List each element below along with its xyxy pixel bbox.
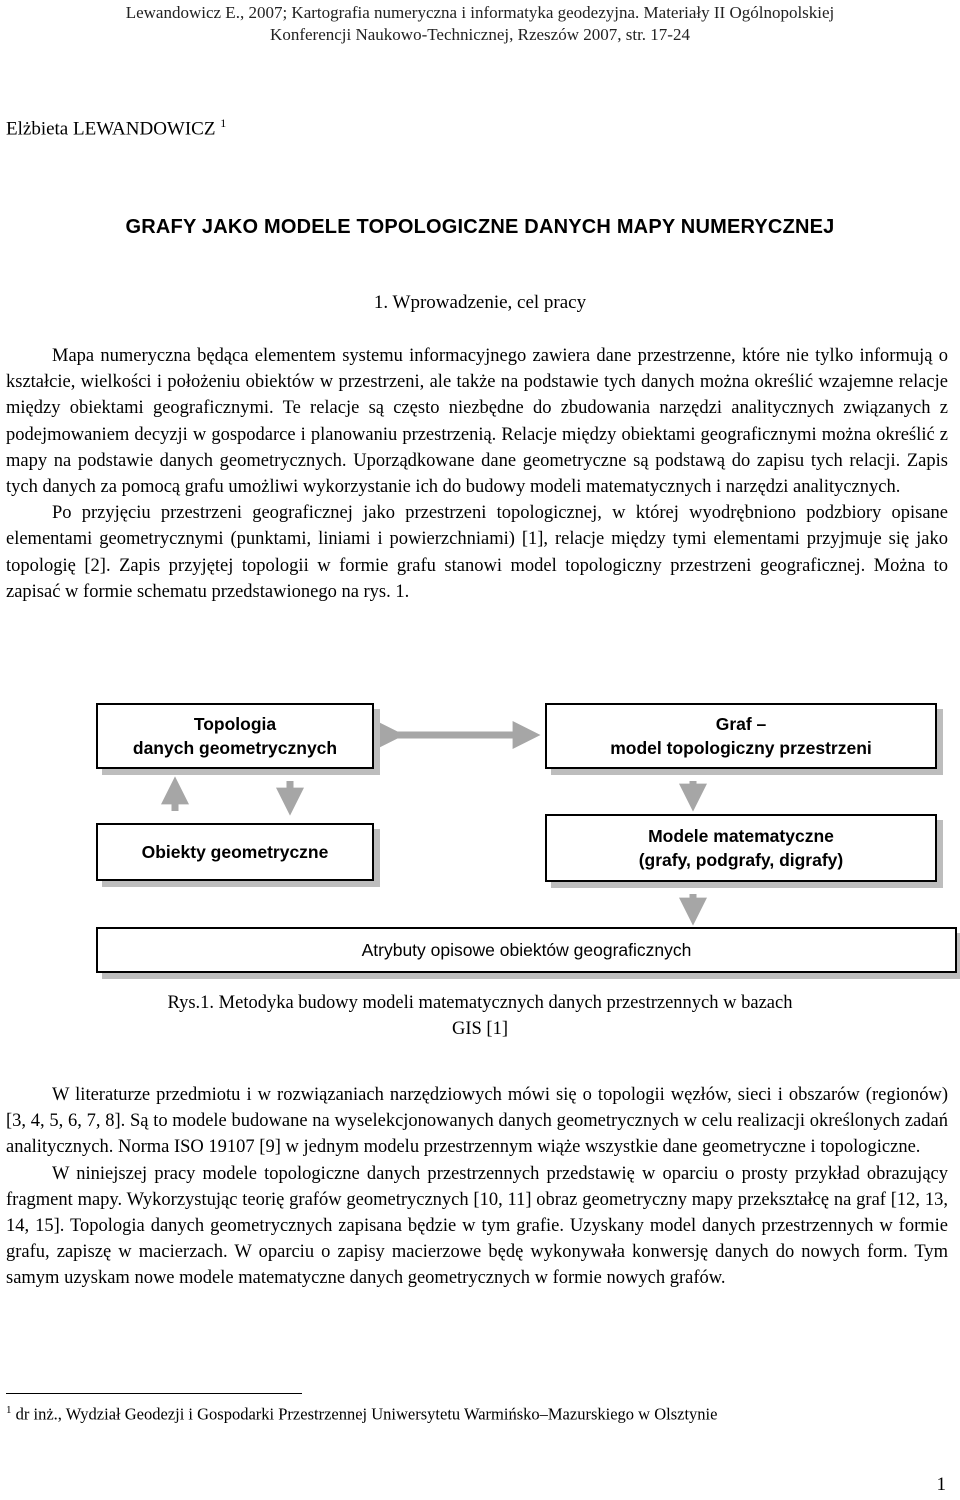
footnote-text: dr inż., Wydział Geodezji i Gospodarki Przestrzennej Uniwersytetu Warmińsko–Mazurskiego w Olsztynie <box>15 1404 718 1424</box>
footnote-mark: 1 <box>6 1404 12 1416</box>
author-name-text: Elżbieta LEWANDOWICZ <box>6 118 216 140</box>
footnote-divider <box>6 1393 302 1394</box>
paragraph: Po przyjęciu przestrzeni geograficznej jako przestrzeni topologicznej, w której wyodrębniono podzbiory opisane elementami geometrycznymi (punktami, liniami i powierzchniami) [1], relacje między tymi elementami przyjmuje się jako topologię [2]. Zapis przyjętej topologii w formie grafu stanowi model topologiczny przestrzeni geograficznej. Można to zapisać w formie schematu przedstawionego na rys. 1. <box>6 503 948 602</box>
box-attributes <box>96 927 957 973</box>
methodology-diagram <box>0 695 960 995</box>
section-heading: 1. Wprowadzenie, cel pracy <box>373 292 587 313</box>
box-graph-model <box>545 703 937 769</box>
running-header <box>0 2 960 46</box>
box-attributes-label: Atrybuty opisowe obiektów geograficznych <box>361 940 692 960</box>
caption-line-1: Rys.1. Metodyka budowy modeli matematycznych danych przestrzennych w bazach <box>167 993 793 1013</box>
footnote <box>6 1404 717 1425</box>
header-line-2: Konferencji Naukowo-Technicznej, Rzeszów 2007, str. 17-24 <box>270 25 690 44</box>
main-text-block <box>6 1082 948 1292</box>
author-footnote-mark: 1 <box>220 116 227 130</box>
paragraph: W niniejszej pracy modele topologiczne danych przestrzennych przedstawię w oparciu o prosty przykład obrazujący fragment mapy. Wykorzystując teorię grafów geometrycznych [10, 11] obraz geometryczny mapy przekształcę na graf [12, 13, 14, 15]. Topologia danych geometrycznych zapisana będzie w tym grafie. Uzyskany model danych przestrzennych w formie grafu, zapiszę w macierzach. W oparciu o zapisy macierzowe będę wykonywała konwersję danych do nowych form. Tym samym uzyskam nowe modele matematyczne danych geometrycznych w formie nowych grafów. <box>6 1163 948 1289</box>
paragraph: W literaturze przedmiotu i w rozwiązaniach narzędziowych mówi się o topologii węzłów, sieci i obszarów (regionów) [3, 4, 5, 6, 7, 8]. Są to modele budowane na wyselekcjonowanych danych geometrycznych w celu realizacji określonych zadań analitycznych. Norma ISO 19107 [9] w jednym modelu przestrzennym wiąże wszystkie dane geometryczne i topologiczne. <box>6 1085 948 1158</box>
box-models-line1: Modele matematyczne <box>648 826 834 846</box>
intro-text-block <box>6 343 948 605</box>
author-name <box>6 116 226 140</box>
box-topology-line1: Topologia <box>193 714 277 734</box>
paper-title: GRAFY JAKO MODELE TOPOLOGICZNE DANYCH MAPY NUMERYCZNEJ <box>125 216 835 238</box>
box-objects-label: Obiekty geometryczne <box>141 842 329 862</box>
paragraph: Mapa numeryczna będąca elementem systemu informacyjnego zawiera dane przestrzenne, które nie tylko informują o kształcie, wielkości i położeniu obiektów w przestrzeni, ale także na podstawie tych danych można określić wzajemne relacje między obiektami geograficznymi. Te relacje są często niezbędne do zbudowania narzędzi analitycznych związanych z podejmowaniem decyzji w gospodarce i planowaniu przestrzenią. Relacje między obiektami geograficznymi można określić z mapy na podstawie danych geometrycznych. Uporządkowane dane geometryczne są podstawą do zapisu tych relacji. Zapis tych danych za pomocą grafu umożliwi wykorzystanie ich do budowy modeli matematycznych i narzędzi analitycznych. <box>6 346 948 498</box>
header-line-1: Lewandowicz E., 2007; Kartografia numeryczna i informatyka geodezyjna. Materiały II Ogólnopolskiej <box>125 3 835 22</box>
caption-line-2: GIS [1] <box>451 1019 508 1039</box>
page-number: 1 <box>936 1474 946 1495</box>
figure-caption <box>0 990 960 1042</box>
box-topology-line2: danych geometrycznych <box>132 738 338 758</box>
box-math-models <box>545 814 937 882</box>
box-graph-line1: Graf – <box>715 714 767 734</box>
box-topology <box>96 703 374 769</box>
box-graph-line2: model topologiczny przestrzeni <box>610 738 872 758</box>
box-models-line2: (grafy, podgrafy, digrafy) <box>638 850 844 870</box>
box-geometric-objects <box>96 823 374 881</box>
